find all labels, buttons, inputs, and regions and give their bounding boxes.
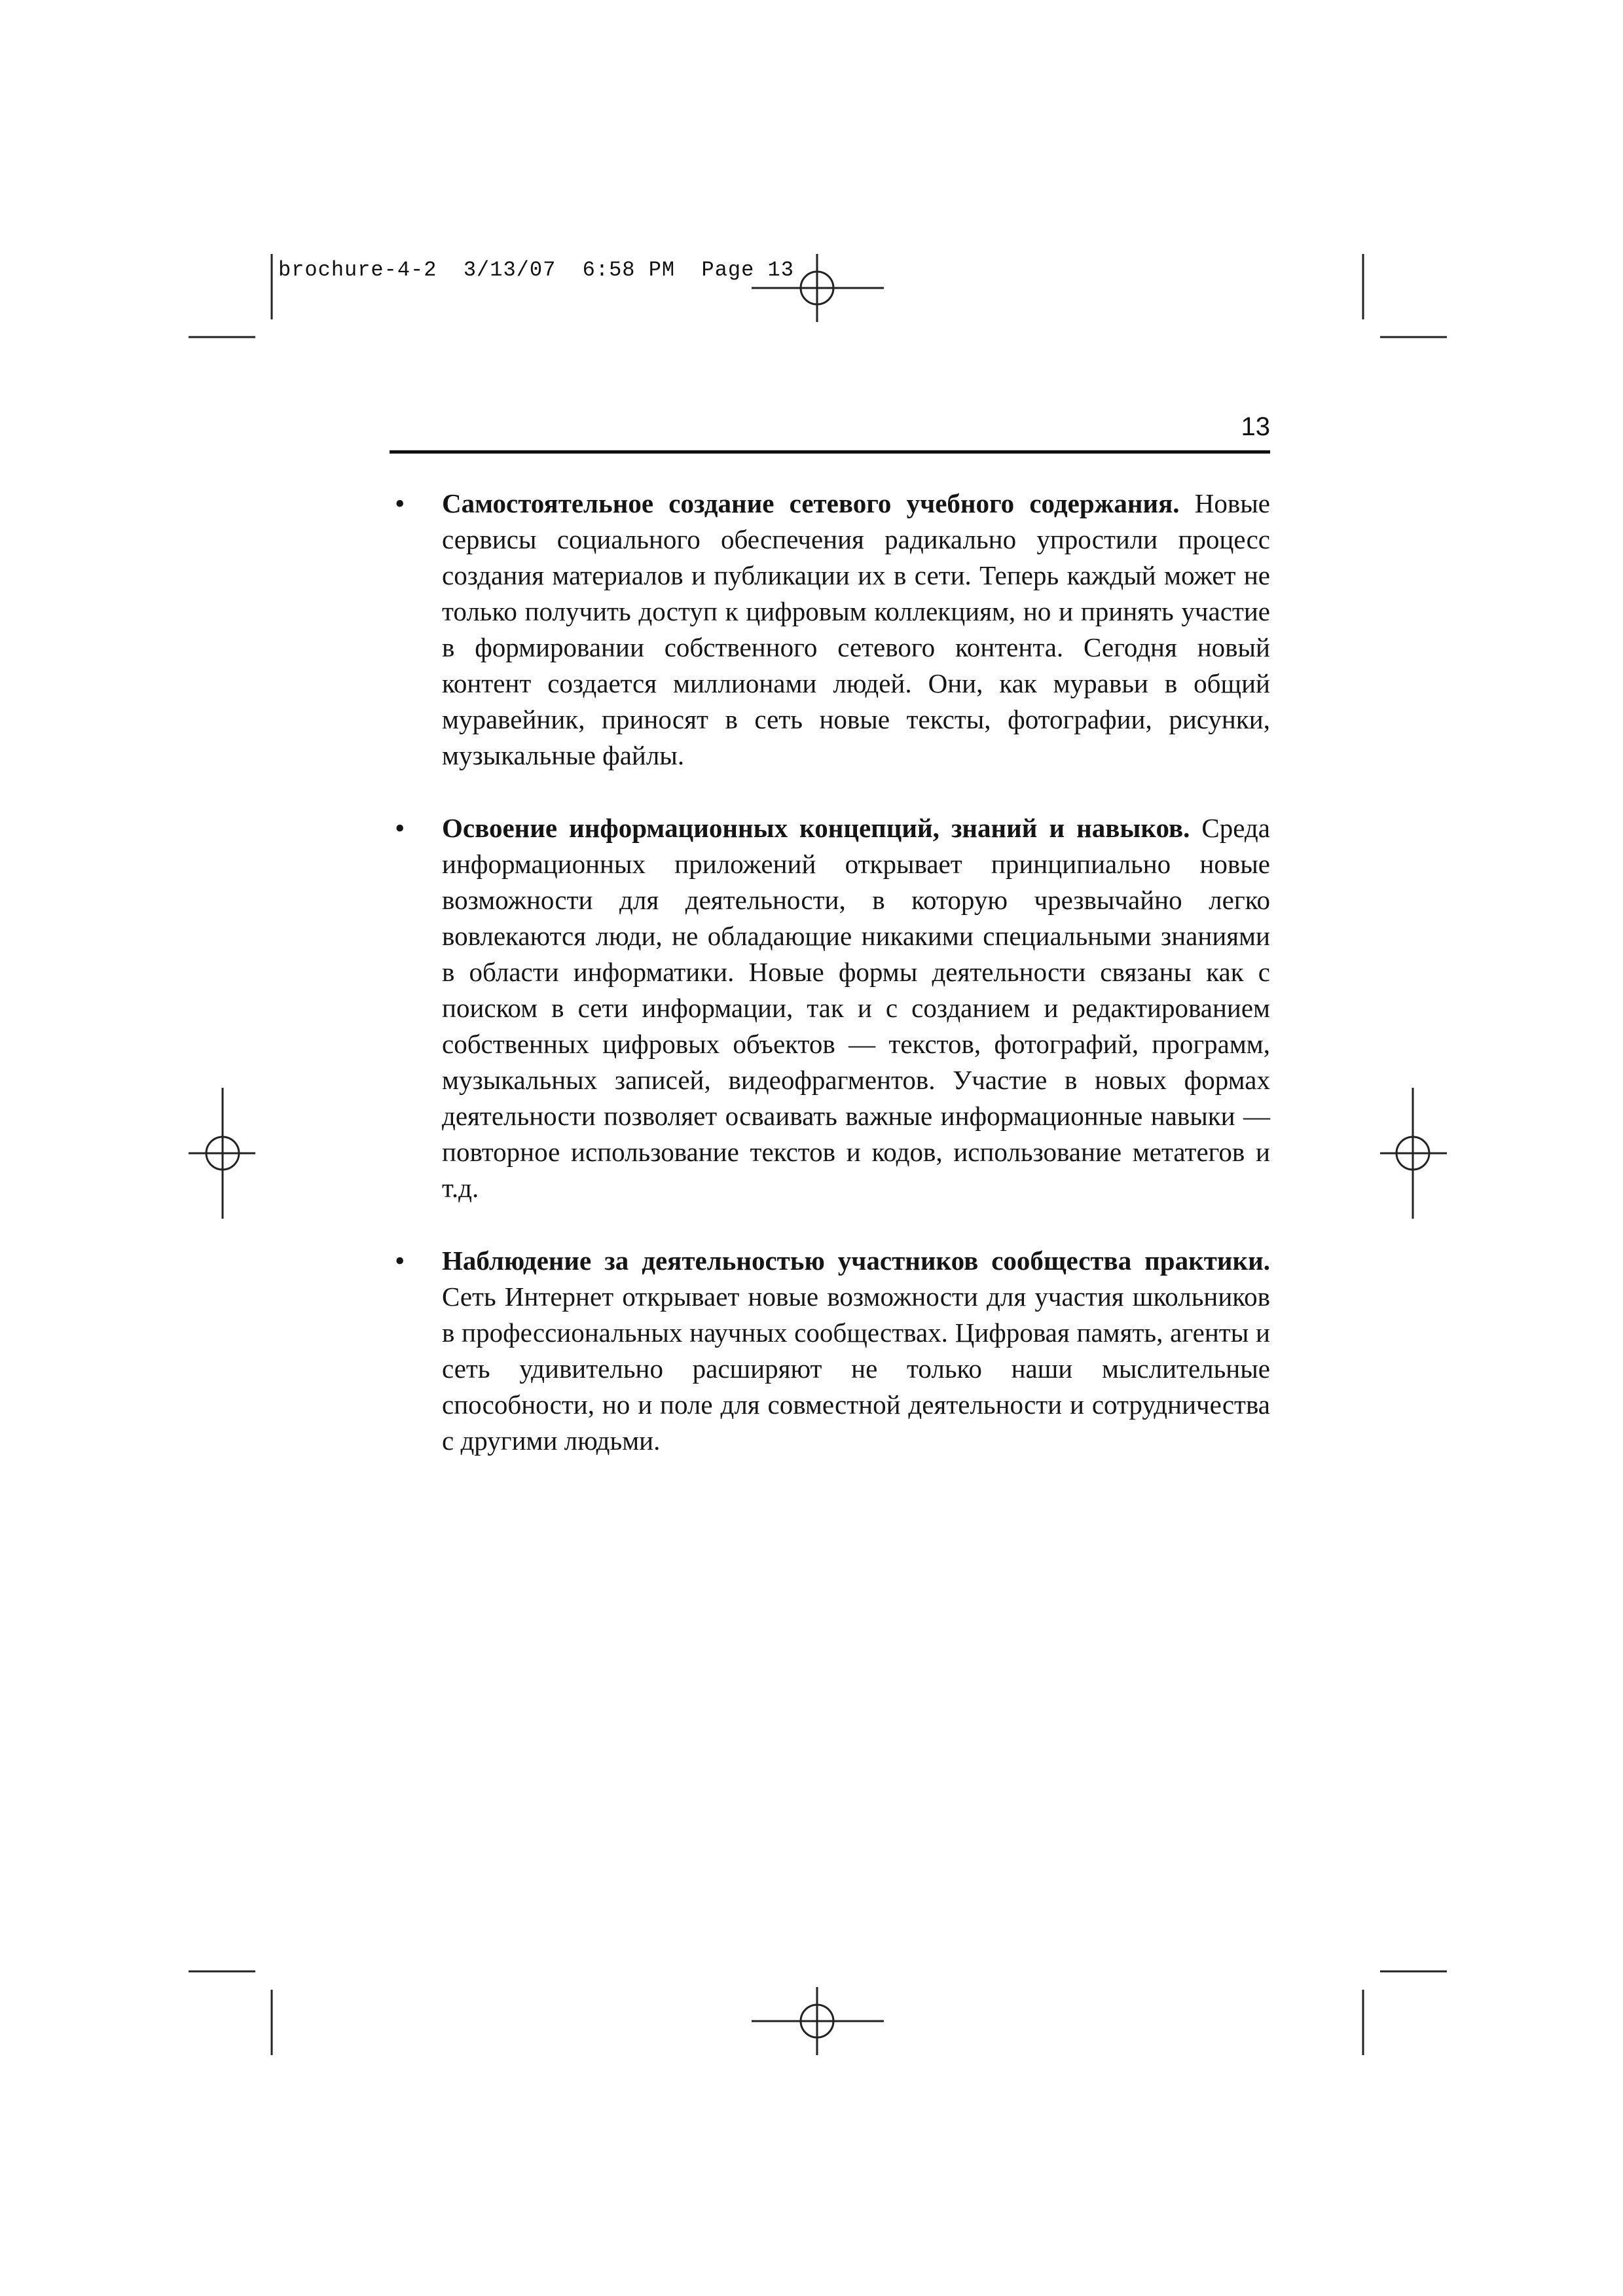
item-text: Среда информационных приложений открывает принципиально новые возможности для деятельности, в которую чрезвычайно легко вовлекаются люди, не обладающие никакими специальными знаниями в области информатики. Новые формы деятельности связаны как с поиском в сети информации, так и с созданием и редактированием собственных цифровых объектов — текстов, фотографий, программ, музыкальных записей, видеофрагментов. Участие в новых формах деятельности позволяет осваивать важные информационные навыки — повторное использование текстов и кодов, использование метатегов и т.д. [442, 813, 1270, 1203]
list-item [390, 810, 1270, 1206]
registration-target-left [189, 1088, 255, 1219]
bullet-icon: • [395, 812, 405, 844]
item-lead: Самостоятельное создание сетевого учебного содержания. [442, 488, 1180, 518]
bullet-icon: • [395, 488, 405, 520]
bullet-icon: • [395, 1245, 405, 1277]
page-number: 13 [1241, 412, 1270, 441]
item-text: Новые сервисы социального обеспечения радикально упростили процесс создания материалов и публикации их в сети. Теперь каждый может не только получить доступ к цифровым коллекциям, но и принять участие в формировании собственного сетевого контента. Сегодня новый контент создается миллионами людей. Они, как муравьи в общий муравейник, приносят в сеть новые тексты, фотографии, рисунки, музыкальные файлы. [442, 488, 1270, 770]
item-lead: Освоение информационных концепций, знаний и навыков. [442, 813, 1190, 843]
registration-target-right [1380, 1088, 1447, 1219]
print-slug-line: brochure-4-2 3/13/07 6:58 PM Page 13 [278, 258, 794, 282]
page-body [390, 486, 1270, 1496]
item-text: Сеть Интернет открывает новые возможности для участия школьников в профессиональных научных сообществах. Цифровая память, агенты и сеть удивительно расширяют не только наши мыслительные способности, но и поле для совместной деятельности и сотрудничества с другими людьми. [442, 1282, 1270, 1456]
item-lead: Наблюдение за деятельностью участников сообщества практики. [442, 1246, 1270, 1276]
running-header [390, 411, 1270, 454]
registration-target-bottom [752, 1987, 884, 2055]
list-item [390, 486, 1270, 774]
bullet-list [390, 486, 1270, 1459]
list-item [390, 1243, 1270, 1459]
